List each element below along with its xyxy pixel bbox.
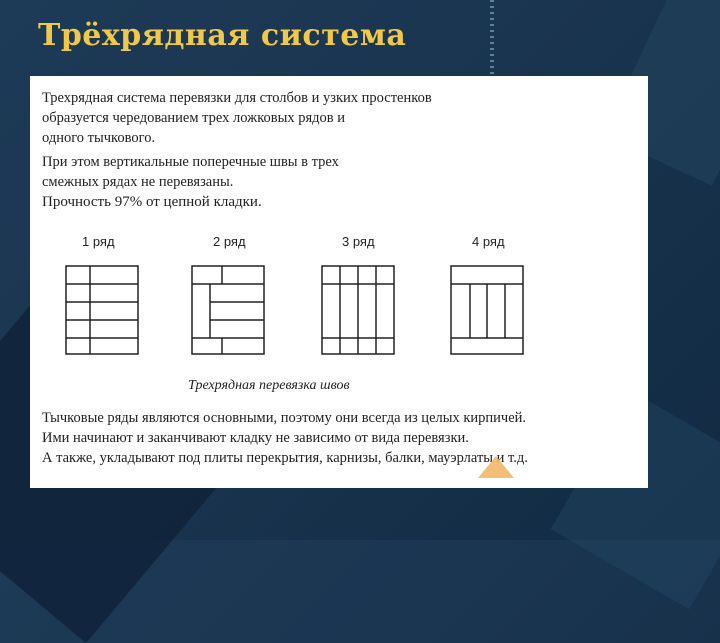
text-line: А также, укладывают под плиты перекрытия, карнизы, балки, мауэрлаты и т.д. — [42, 450, 528, 466]
slide-title: Трёхрядная система — [38, 18, 407, 53]
row-label-4: 4 ряд — [472, 234, 505, 249]
text-line: При этом вертикальные поперечные швы в трех — [42, 154, 339, 170]
row-label-3: 3 ряд — [342, 234, 375, 249]
brick-bond-diagram — [30, 76, 648, 376]
content-card — [30, 76, 648, 488]
brick-row-1 — [66, 266, 138, 354]
triangle-decoration — [478, 456, 514, 478]
brick-row-3 — [322, 266, 394, 354]
text-line: одного тычкового. — [42, 130, 156, 146]
figure-caption: Трехрядная перевязка швов — [188, 378, 350, 393]
brick-row-4 — [451, 266, 523, 354]
header-rows-paragraph — [42, 408, 642, 468]
text-line: Тычковые ряды являются основными, поэтому они всегда из целых кирпичей. — [42, 410, 527, 426]
brick-row-2 — [192, 266, 264, 354]
text-line: смежных рядах не перевязаны. — [42, 174, 234, 190]
text-line: Ими начинают и заканчивают кладку не зависимо от вида перевязки. — [42, 430, 469, 446]
row-label-2: 2 ряд — [213, 234, 246, 249]
row-label-1: 1 ряд — [82, 234, 115, 249]
text-line: Трехрядная система перевязки для столбов и узких простенков — [42, 90, 432, 106]
text-line: Прочность 97% от цепной кладки. — [42, 194, 262, 210]
text-line: образуется чередованием трех ложковых рядов и — [42, 110, 345, 126]
